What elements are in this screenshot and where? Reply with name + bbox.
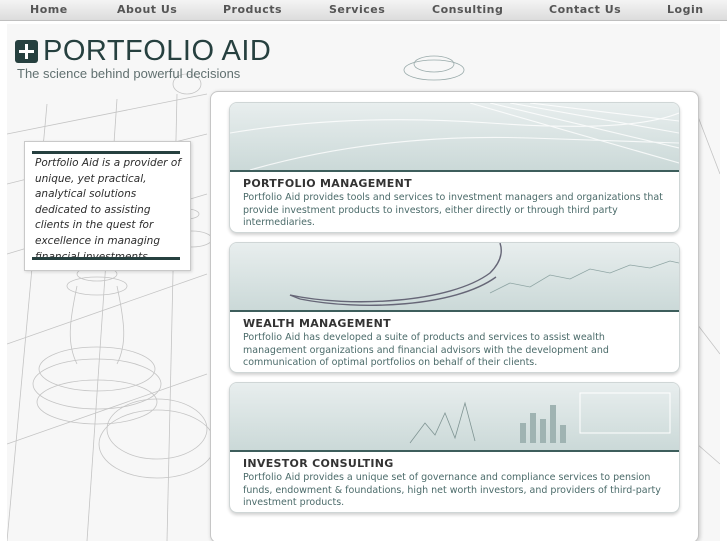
nav-consulting[interactable]: Consulting bbox=[432, 3, 504, 16]
intro-text: Portfolio Aid is a provider of unique, yet practical, analytical solutions dedicated to assisting clients in the quest for excellence in managing bbox=[35, 157, 181, 247]
brand-tagline: The science behind powerful decisions bbox=[17, 66, 241, 81]
investor-consulting-image bbox=[230, 383, 679, 452]
investor-consulting-card[interactable] bbox=[229, 382, 680, 513]
nav-contact-us[interactable]: Contact Us bbox=[549, 3, 622, 16]
investor-consulting-title: INVESTOR CONSULTING bbox=[243, 457, 394, 470]
top-nav bbox=[0, 0, 727, 21]
wealth-management-image bbox=[230, 243, 679, 312]
portfolio-management-title: PORTFOLIO MANAGEMENT bbox=[243, 177, 412, 190]
wealth-management-description: Portfolio Aid has developed a suite of products and services to assist wealth management organizations and financial advisors with the development and communication of optimal portfolios on behalf of their clients. bbox=[243, 332, 609, 369]
brand-name: PORTFOLIO AID bbox=[43, 35, 272, 67]
portfolio-management-card[interactable] bbox=[229, 102, 680, 233]
wealth-management-card[interactable] bbox=[229, 242, 680, 373]
intro-top-divider bbox=[32, 151, 180, 154]
wealth-management-title: WEALTH MANAGEMENT bbox=[243, 317, 391, 330]
services-panel bbox=[210, 91, 699, 541]
main-canvas bbox=[7, 24, 720, 541]
investor-consulting-description: Portfolio Aid provides a unique set of governance and compliance services to pension funds, endowment & foundations, high net worth investors, and providers of third-party investment products. bbox=[243, 472, 661, 509]
intro-bottom-divider bbox=[32, 257, 180, 260]
intro-box bbox=[24, 141, 191, 271]
nav-login[interactable]: Login bbox=[667, 3, 704, 16]
nav-products[interactable]: Products bbox=[223, 3, 283, 16]
nav-services[interactable]: Services bbox=[329, 3, 386, 16]
portfolio-management-description: Portfolio Aid provides tools and services to investment managers and organizations that provide investment products to investors, either directly or through third party intermediaries. bbox=[243, 192, 663, 229]
nav-home[interactable]: Home bbox=[30, 3, 68, 16]
portfolio-management-image bbox=[230, 103, 679, 172]
plus-logo-icon bbox=[15, 40, 38, 63]
nav-about-us[interactable]: About Us bbox=[117, 3, 178, 16]
